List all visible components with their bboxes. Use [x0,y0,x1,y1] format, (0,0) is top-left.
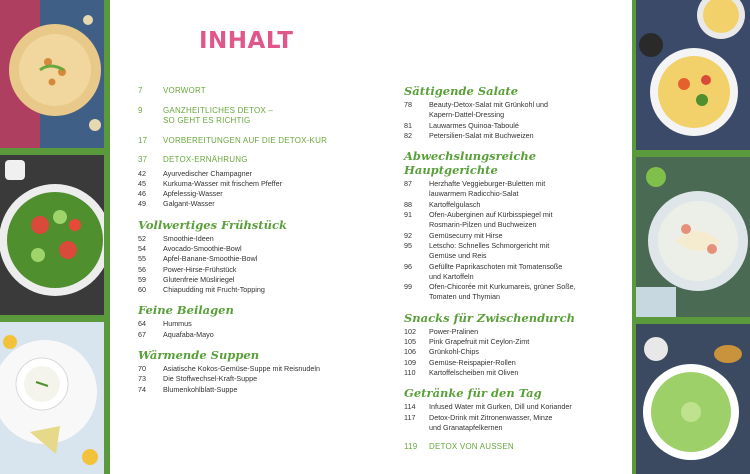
toc-entry[interactable] [138,285,378,295]
entry-title: Die Stoffwechsel-Kraft-Suppe [163,374,258,384]
entry-title: Infused Water mit Gurken, Dill und Koriander [429,402,572,412]
page-number: 91 [404,210,412,220]
toc-entry[interactable] [404,402,626,412]
page-number: 95 [404,240,412,250]
entry-title: Lauwarmes Quinoa-Taboulé [429,120,519,130]
toc-entry[interactable] [404,262,626,283]
page-number: 60 [138,285,146,295]
toc-entry[interactable] [138,169,378,179]
page-number: 9 [138,105,143,115]
entry-title-line: Rosmarin-Pilzen und Buchweizen [429,220,537,230]
page-number: 17 [138,135,148,145]
page-number: 49 [138,199,146,209]
toc-entry[interactable] [138,385,378,395]
page-number: 78 [404,100,412,109]
page-number: 88 [404,199,412,209]
entry-title-line: Letscho: Schnelles Schmorgericht mit [429,240,550,250]
toc-entry[interactable] [138,319,378,329]
entry-title: VORBEREITUNGEN AUF DIE DETOX-KUR [163,135,328,145]
noodle-salad-photo [636,157,750,317]
entry-title: Apfel-Banane-Smoothie-Bowl [163,254,258,264]
right-photo-strip [632,0,750,474]
entry-title: Asiatische Kokos-Gemüse-Suppe mit Reisnudeln [163,364,321,374]
entry-title: Kurkuma-Wasser mit frischem Pfeffer [163,178,283,188]
entry-title-line: SO GEHT ES RICHTIG [163,116,251,125]
page-number: 59 [138,274,146,284]
entry-title: Smoothie-Ideen [163,233,214,243]
entry-title: Power-Pralinen [429,326,479,336]
page-number: 74 [138,384,146,394]
toc-entry[interactable] [404,241,626,262]
table-of-contents-page [113,0,627,474]
page-number: 73 [138,374,146,384]
page-number: 67 [138,329,146,339]
entry-title: Gemüse-Reispapier-Rollen [429,357,516,367]
page-number: 56 [138,264,146,274]
toc-entry[interactable] [138,254,378,264]
entry-title-line: Gefüllte Paprikaschoten mit Tomatensoße [429,261,563,271]
entry-title: Hummus [163,319,192,329]
section-heading: Feine Beilagen [138,303,234,318]
toc-entry[interactable] [404,179,626,200]
hummus-photo [0,0,104,148]
entry-title-line: lauwarmem Radicchio-Salat [429,189,519,199]
toc-entry[interactable] [404,131,626,141]
page-number: 64 [138,319,146,329]
toc-entry[interactable] [138,265,378,275]
page-title: INHALT [199,28,294,54]
toc-entry[interactable] [138,234,378,244]
toc-major-entry[interactable] [138,155,378,166]
toc-entry[interactable] [404,100,626,121]
entry-title-line: Detox-Drink mit Zitronenwasser, Minze [429,412,553,422]
page-number: 117 [404,412,416,422]
section-heading: Wärmende Suppen [138,348,260,363]
toc-major-entry[interactable] [138,106,378,127]
toc-entry[interactable] [404,327,626,337]
page-number: 54 [138,243,146,253]
toc-entry[interactable] [404,282,626,303]
entry-title: Kartoffelgulasch [429,199,481,209]
page-number: 7 [138,86,143,95]
entry-title: Power-Hirse-Frühstück [163,264,237,274]
toc-entry[interactable] [404,210,626,231]
toc-major-entry[interactable] [138,136,378,147]
page-number: 105 [404,337,416,347]
toc-entry[interactable] [404,231,626,241]
toc-entry[interactable] [138,179,378,189]
toc-entry[interactable] [404,413,626,434]
page-number: 114 [404,402,416,412]
entry-title-line: Herzhafte Veggieburger-Buletten mit [429,179,546,189]
entry-title-line: Tomaten und Thymian [429,292,500,302]
entry-title: Chiapudding mit Frucht-Topping [163,285,265,295]
toc-entry[interactable] [138,364,378,374]
entry-title-line: Beauty-Detox-Salat mit Grünkohl und [429,100,549,109]
page-number: 55 [138,254,146,264]
page-number: 70 [138,364,146,374]
entry-title-line: Gemüse und Reis [429,251,487,261]
entry-title: Petersilien-Salat mit Buchweizen [429,130,534,140]
toc-entry[interactable] [138,244,378,254]
toc-major-entry[interactable] [138,86,378,97]
page-number: 52 [138,233,146,243]
toc-entry[interactable] [138,199,378,209]
salad-photo [0,155,104,315]
page-number: 37 [138,155,148,164]
toc-right-column [404,84,626,453]
entry-title: Blumenkohlblatt-Suppe [163,384,238,394]
page-number: 46 [138,189,146,199]
page-number: 82 [404,130,412,140]
page-number: 109 [404,357,416,367]
page-number: 42 [138,168,146,178]
section-heading: Abwechslungsreiche Hauptgerichte [404,149,537,178]
entry-title-line: GANZHEITLICHES DETOX – [163,105,274,115]
entry-title: Kartoffelscheiben mit Oliven [429,367,519,377]
entry-title: Galgant-Wasser [163,199,215,209]
entry-title: Grünkohl-Chips [429,347,479,357]
entry-title: DETOX-ERNÄHRUNG [163,155,248,164]
entry-title: Aquafaba-Mayo [163,329,214,339]
page-number: 81 [404,120,412,130]
entry-title: VORWORT [163,86,206,95]
toc-entry[interactable] [138,275,378,285]
entry-title-line: Ofen-Chicorée mit Kurkumareis, grüner Soße, [429,282,576,292]
toc-major-entry[interactable] [404,442,626,453]
page-number: 102 [404,326,416,336]
entry-title-line: und Kartoffeln [429,271,474,281]
entry-title: Avocado-Smoothie-Bowl [163,243,242,253]
entry-title: Pink Grapefruit mit Ceylon-Zimt [429,337,530,347]
page-number: 119 [404,442,418,452]
entry-title: Gemüsecurry mit Hirse [429,230,503,240]
section-heading: Getränke für den Tag [404,386,542,401]
toc-entry[interactable] [404,347,626,357]
quinoa-salad-photo [636,0,750,150]
entry-title: Ayurvedischer Champagner [163,168,252,178]
toc-entry[interactable] [404,121,626,131]
entry-title: DETOX VON AUSSEN [429,442,514,452]
page-number: 92 [404,230,412,240]
section-heading: Vollwertiges Frühstück [138,217,287,232]
page-number: 99 [404,282,412,292]
entry-title: Glutenfreie Müsliriegel [163,274,235,284]
section-heading: Sättigende Salate [404,84,519,98]
page-number: 96 [404,261,412,271]
toc-entry[interactable] [138,330,378,340]
entry-title: Apfelessig-Wasser [163,189,223,199]
left-photo-strip [0,0,110,474]
dip-photo [0,322,104,474]
toc-left-column [138,86,378,395]
toc-entry[interactable] [404,368,626,378]
page-number: 106 [404,347,416,357]
green-soup-photo [636,324,750,474]
page-number: 45 [138,178,146,188]
entry-title-line: Ofen-Auberginen auf Kürbisspiegel mit [429,210,553,220]
page-number: 87 [404,179,412,189]
toc-entry[interactable] [138,189,378,199]
toc-entry[interactable] [138,374,378,384]
section-heading: Snacks für Zwischendurch [404,310,575,325]
toc-entry[interactable] [404,337,626,347]
page-number: 110 [404,367,416,377]
toc-entry[interactable] [404,200,626,210]
entry-title-line: und Granatapfelkernen [429,422,503,432]
toc-entry[interactable] [404,358,626,368]
entry-title-line: Kapern-Dattel-Dressing [429,110,505,120]
